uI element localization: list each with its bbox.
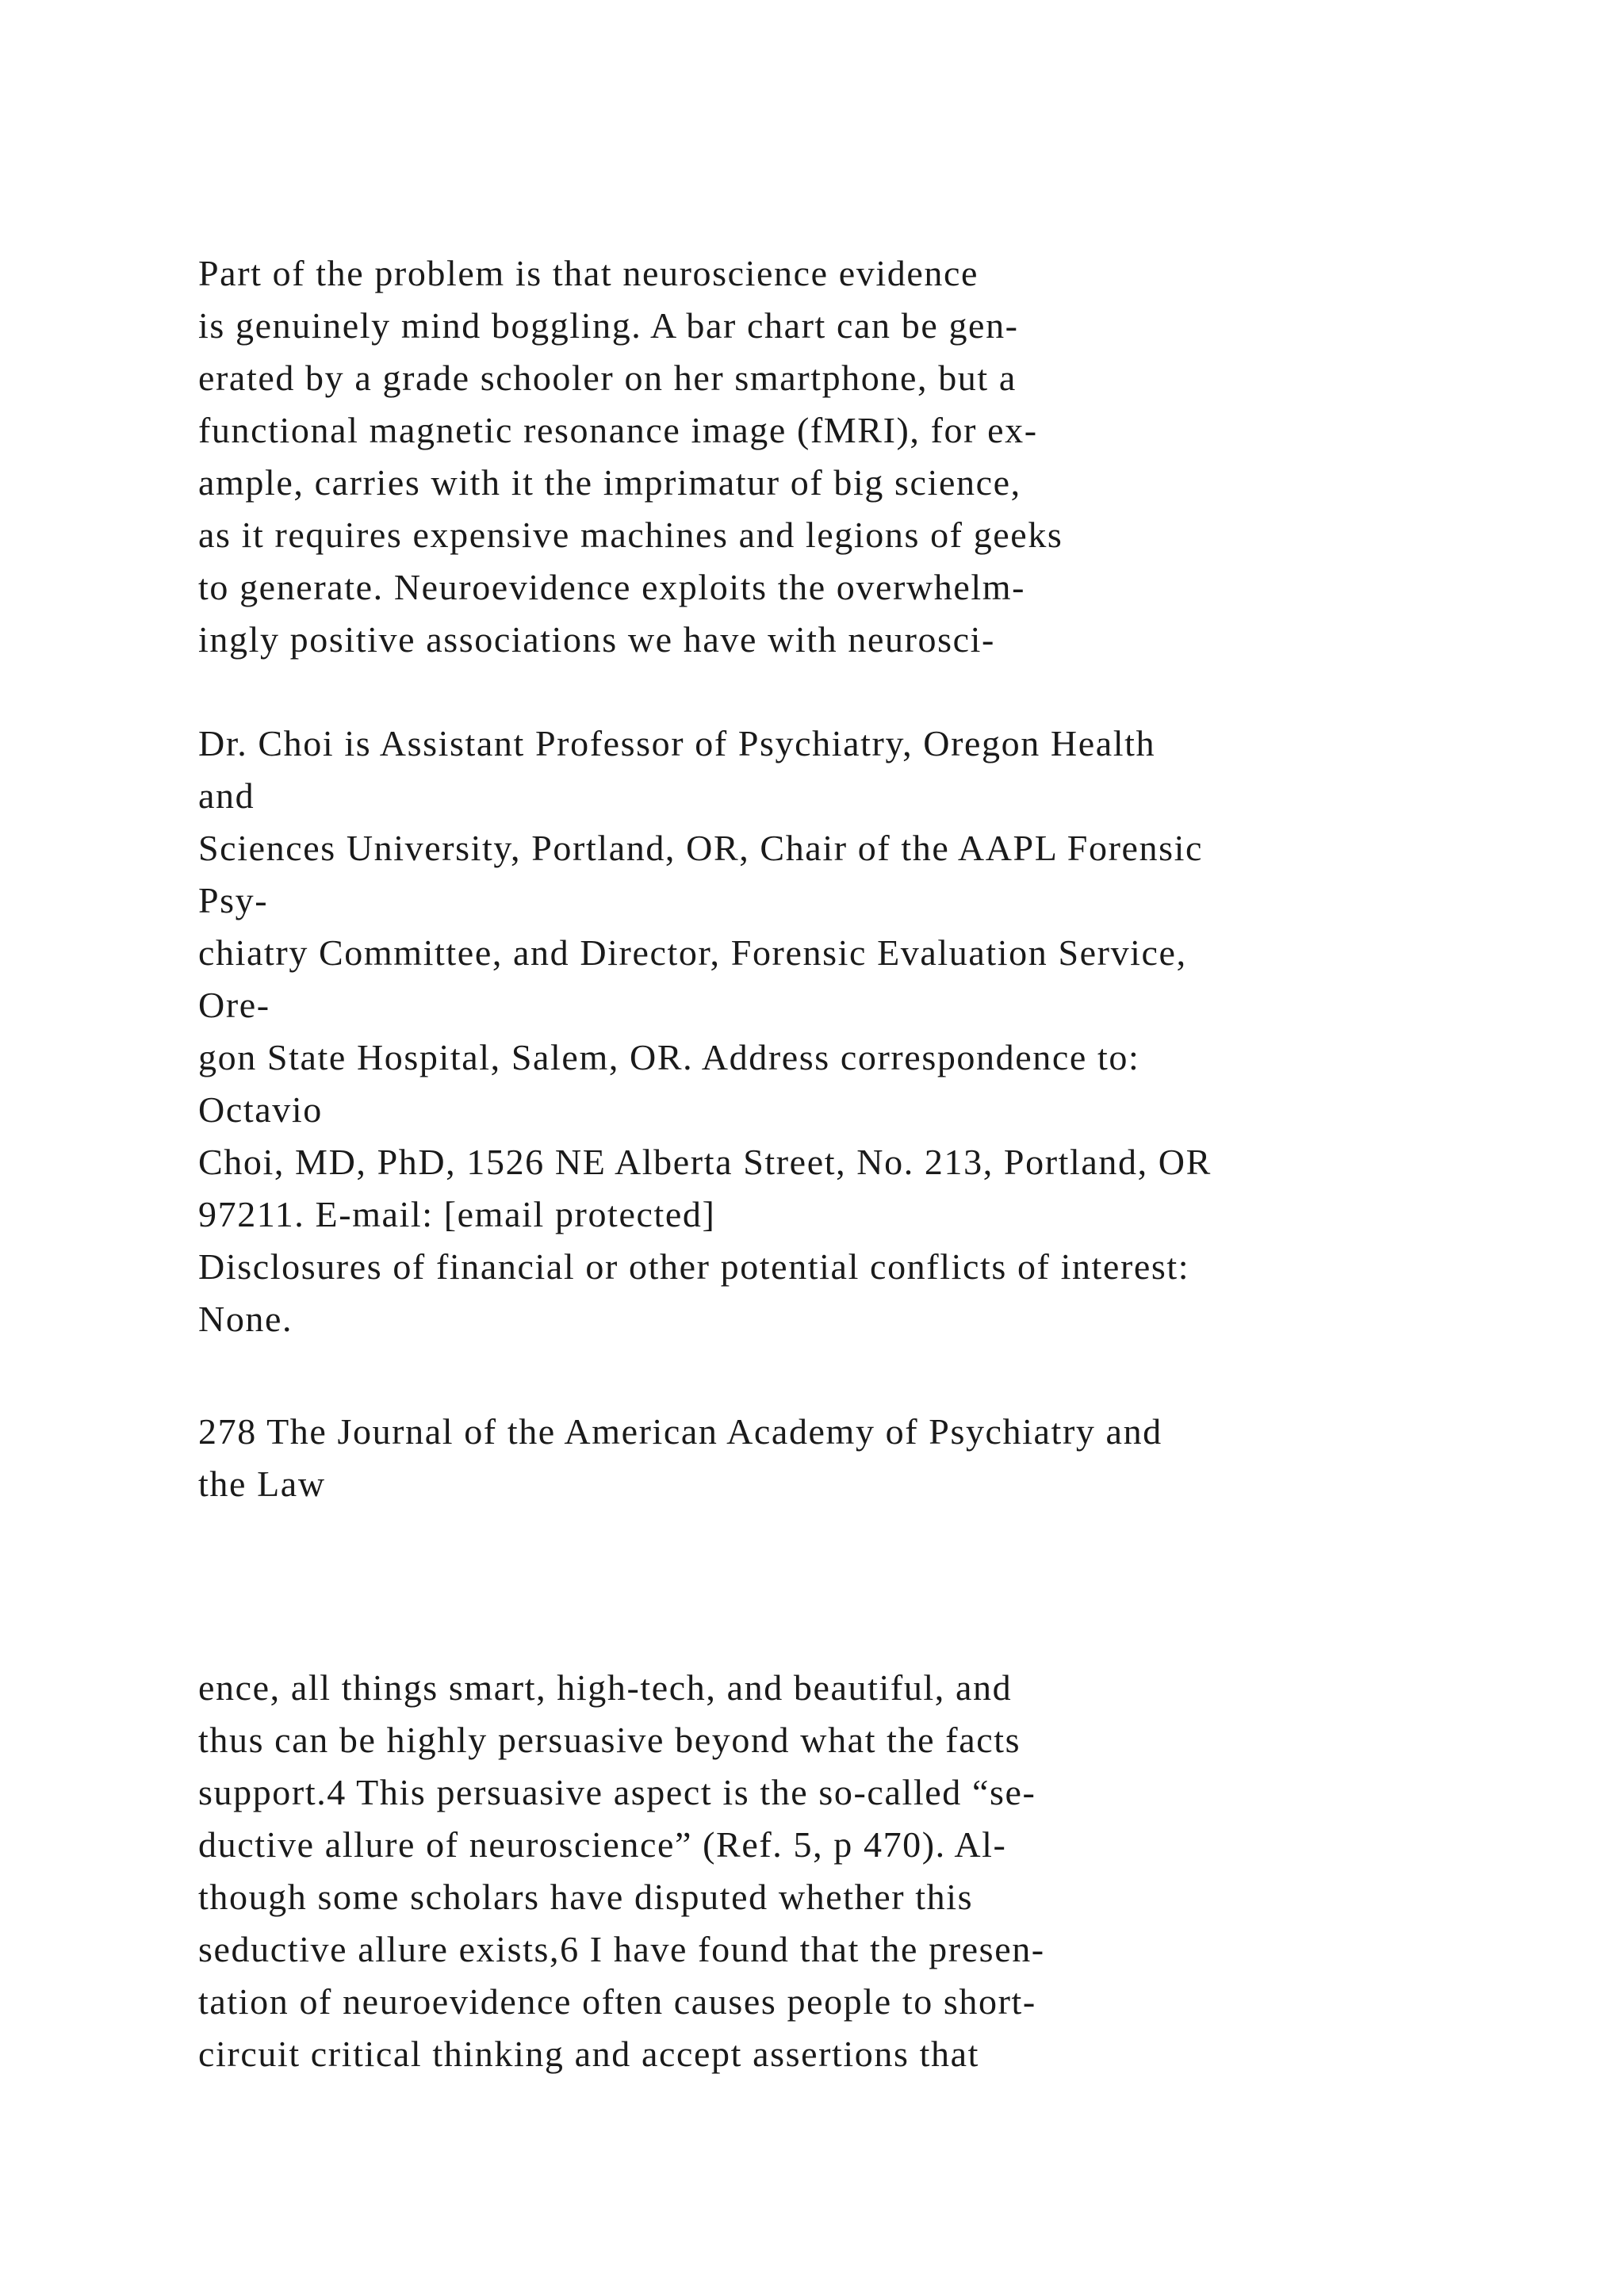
text-line: ence, all things smart, high-tech, and beautiful, and [198, 1667, 1013, 1708]
text-line: tation of neuroevidence often causes people to short- [198, 1981, 1036, 2022]
text-line: ductive allure of neuroscience” (Ref. 5, p 470). Al- [198, 1824, 1007, 1865]
text-line: as it requires expensive machines and legions of geeks [198, 515, 1063, 555]
body-paragraph-2 [198, 1662, 1045, 2080]
text-line: seductive allure exists,6 I have found that the presen- [198, 1929, 1045, 1969]
text-line: Psy- [198, 880, 269, 920]
text-line: gon State Hospital, Salem, OR. Address correspondence to: [198, 1037, 1140, 1077]
body-paragraph-1 [198, 247, 1063, 666]
text-line: Ore- [198, 985, 270, 1025]
text-line: to generate. Neuroevidence exploits the overwhelm- [198, 567, 1026, 607]
text-line: ample, carries with it the imprimatur of big science, [198, 462, 1021, 503]
text-line: Part of the problem is that neuroscience evidence [198, 253, 979, 293]
text-line: circuit critical thinking and accept assertions that [198, 2034, 979, 2074]
text-line: and [198, 775, 255, 816]
text-line: 97211. E-mail: [email protected] [198, 1194, 716, 1234]
page-footer-journal [198, 1406, 1162, 1510]
text-line: Choi, MD, PhD, 1526 NE Alberta Street, No. 213, Portland, OR [198, 1142, 1212, 1182]
text-line: Octavio [198, 1089, 323, 1130]
author-affiliation-note [198, 718, 1212, 1345]
text-line: thus can be highly persuasive beyond what the facts [198, 1720, 1021, 1760]
text-line: functional magnetic resonance image (fMRI), for ex- [198, 410, 1038, 450]
text-line: chiatry Committee, and Director, Forensic Evaluation Service, [198, 932, 1187, 973]
text-line: erated by a grade schooler on her smartphone, but a [198, 358, 1017, 398]
text-line: 278 The Journal of the American Academy of Psychiatry and [198, 1411, 1162, 1452]
text-line: Disclosures of financial or other potential conflicts of interest: [198, 1246, 1190, 1287]
text-line: Dr. Choi is Assistant Professor of Psychiatry, Oregon Health [198, 723, 1156, 763]
text-line: None. [198, 1299, 293, 1339]
text-line: Sciences University, Portland, OR, Chair of the AAPL Forensic [198, 828, 1204, 868]
text-line: though some scholars have disputed whether this [198, 1877, 974, 1917]
text-line: the Law [198, 1464, 326, 1504]
text-line: ingly positive associations we have with neurosci- [198, 619, 995, 660]
text-line: is genuinely mind boggling. A bar chart can be gen- [198, 305, 1019, 346]
text-line: support.4 This persuasive aspect is the so-called “se- [198, 1772, 1036, 1812]
